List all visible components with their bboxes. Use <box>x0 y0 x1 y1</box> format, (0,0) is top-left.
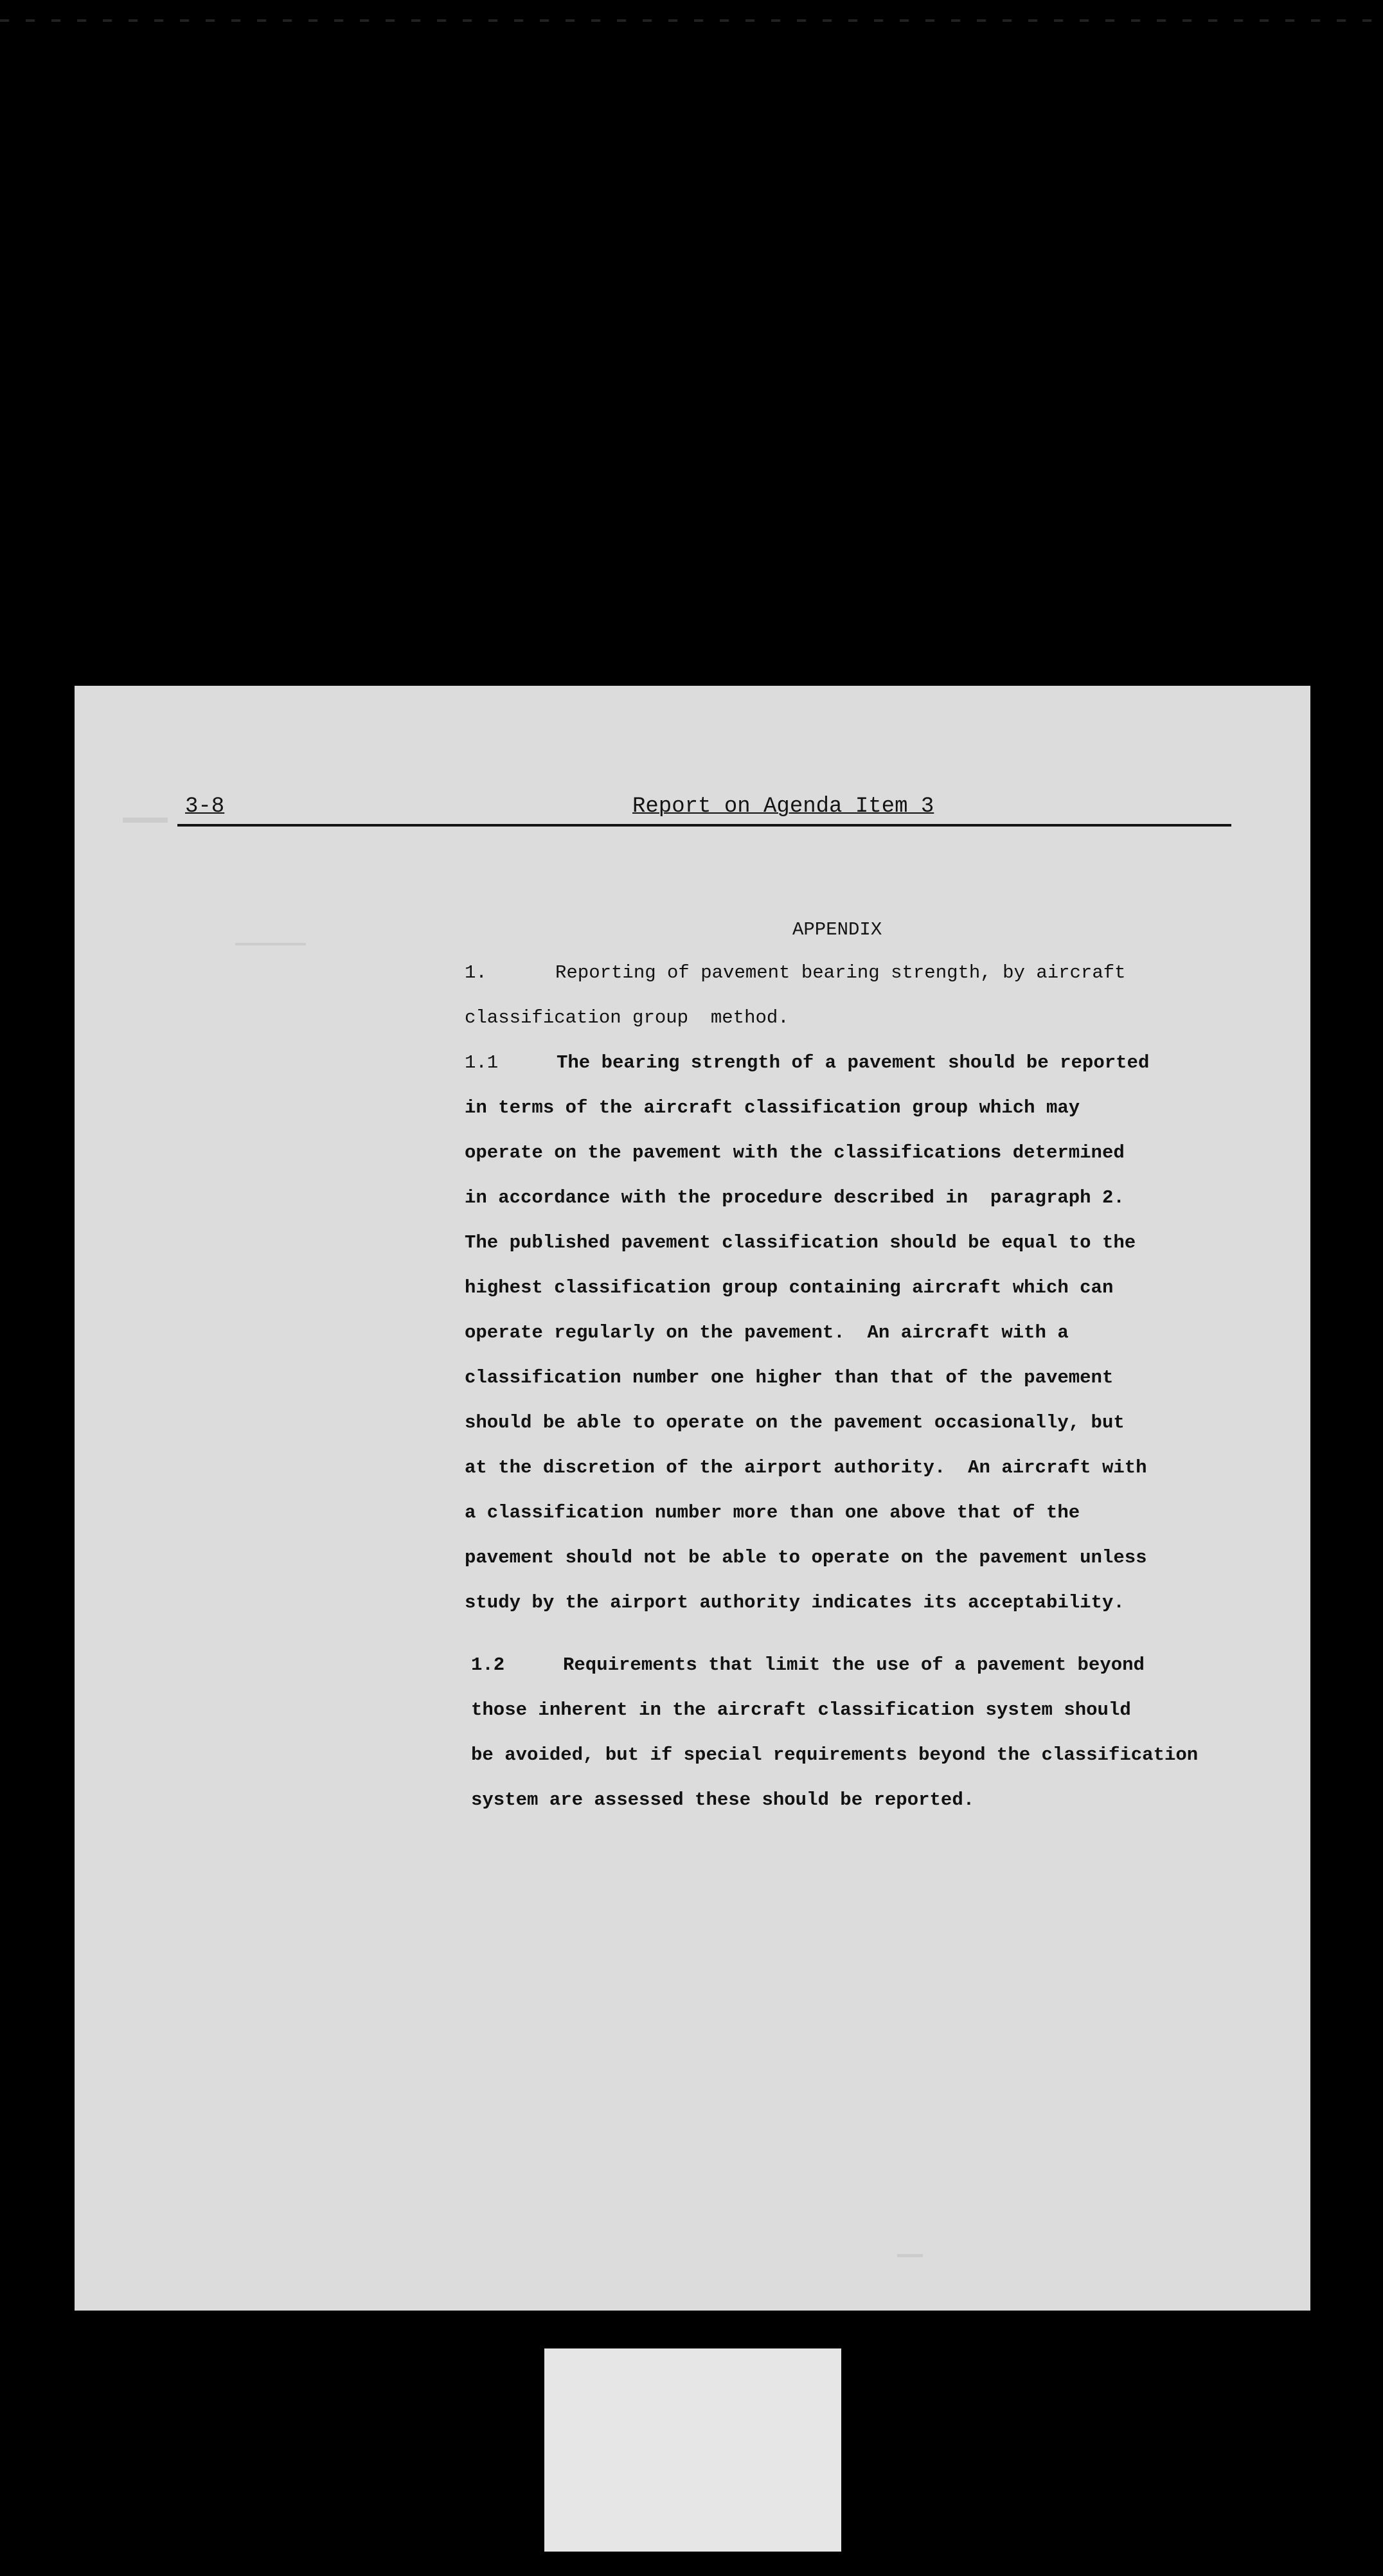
scan-smudge <box>897 2254 923 2257</box>
paragraph-1-1-line: The published pavement classification should be equal to the <box>465 1232 1136 1253</box>
paragraph-1-1-line: classification number one higher than that of the pavement <box>465 1367 1114 1388</box>
paragraph-1-2-line: system are assessed these should be reported. <box>471 1789 975 1811</box>
page-header <box>177 792 1231 827</box>
paragraph-1-1-line: highest classification group containing aircraft which can <box>465 1277 1114 1298</box>
section-1-heading-line: Reporting of pavement bearing strength, by aircraft <box>555 962 1126 983</box>
appendix-title: APPENDIX <box>792 919 882 940</box>
paragraph-1-1-line: study by the airport authority indicates its acceptability. <box>465 1592 1125 1613</box>
paragraph-1-1-line: operate regularly on the pavement. An aircraft with a <box>465 1322 1069 1343</box>
scan-smudge <box>235 943 306 945</box>
paragraph-1-1-line: in accordance with the procedure described in paragraph 2. <box>465 1187 1125 1208</box>
blank-target-card <box>544 2348 841 2552</box>
section-1-heading-line: classification group method. <box>465 1007 789 1028</box>
paragraph-1-2-line: be avoided, but if special requirements beyond the classification <box>471 1744 1199 1766</box>
paragraph-1-1-line: should be able to operate on the pavement occasionally, but <box>465 1412 1125 1433</box>
paragraph-1-1-line: in terms of the aircraft classification group which may <box>465 1097 1080 1118</box>
page-number: 3-8 <box>185 794 225 819</box>
paragraph-1-2-number: 1.2 <box>471 1654 505 1676</box>
paragraph-1-1-number: 1.1 <box>465 1052 499 1073</box>
paragraph-1-2-line: Requirements that limit the use of a pavement beyond <box>563 1654 1145 1676</box>
section-1-number: 1. <box>465 962 487 983</box>
running-title: Report on Agenda Item 3 <box>632 794 934 819</box>
scanned-page <box>75 686 1310 2311</box>
paragraph-1-2-line: those inherent in the aircraft classification system should <box>471 1699 1131 1721</box>
film-edge-marks <box>0 19 1383 22</box>
paragraph-1-1-line: operate on the pavement with the classifications determined <box>465 1142 1125 1163</box>
paragraph-1-1-line: at the discretion of the airport authority. An aircraft with <box>465 1457 1147 1478</box>
paragraph-1-1-line: a classification number more than one above that of the <box>465 1502 1080 1523</box>
paragraph-1-1-line: The bearing strength of a pavement should be reported <box>557 1052 1150 1073</box>
scan-smudge <box>123 818 168 823</box>
paragraph-1-1-line: pavement should not be able to operate on the pavement unless <box>465 1547 1147 1568</box>
